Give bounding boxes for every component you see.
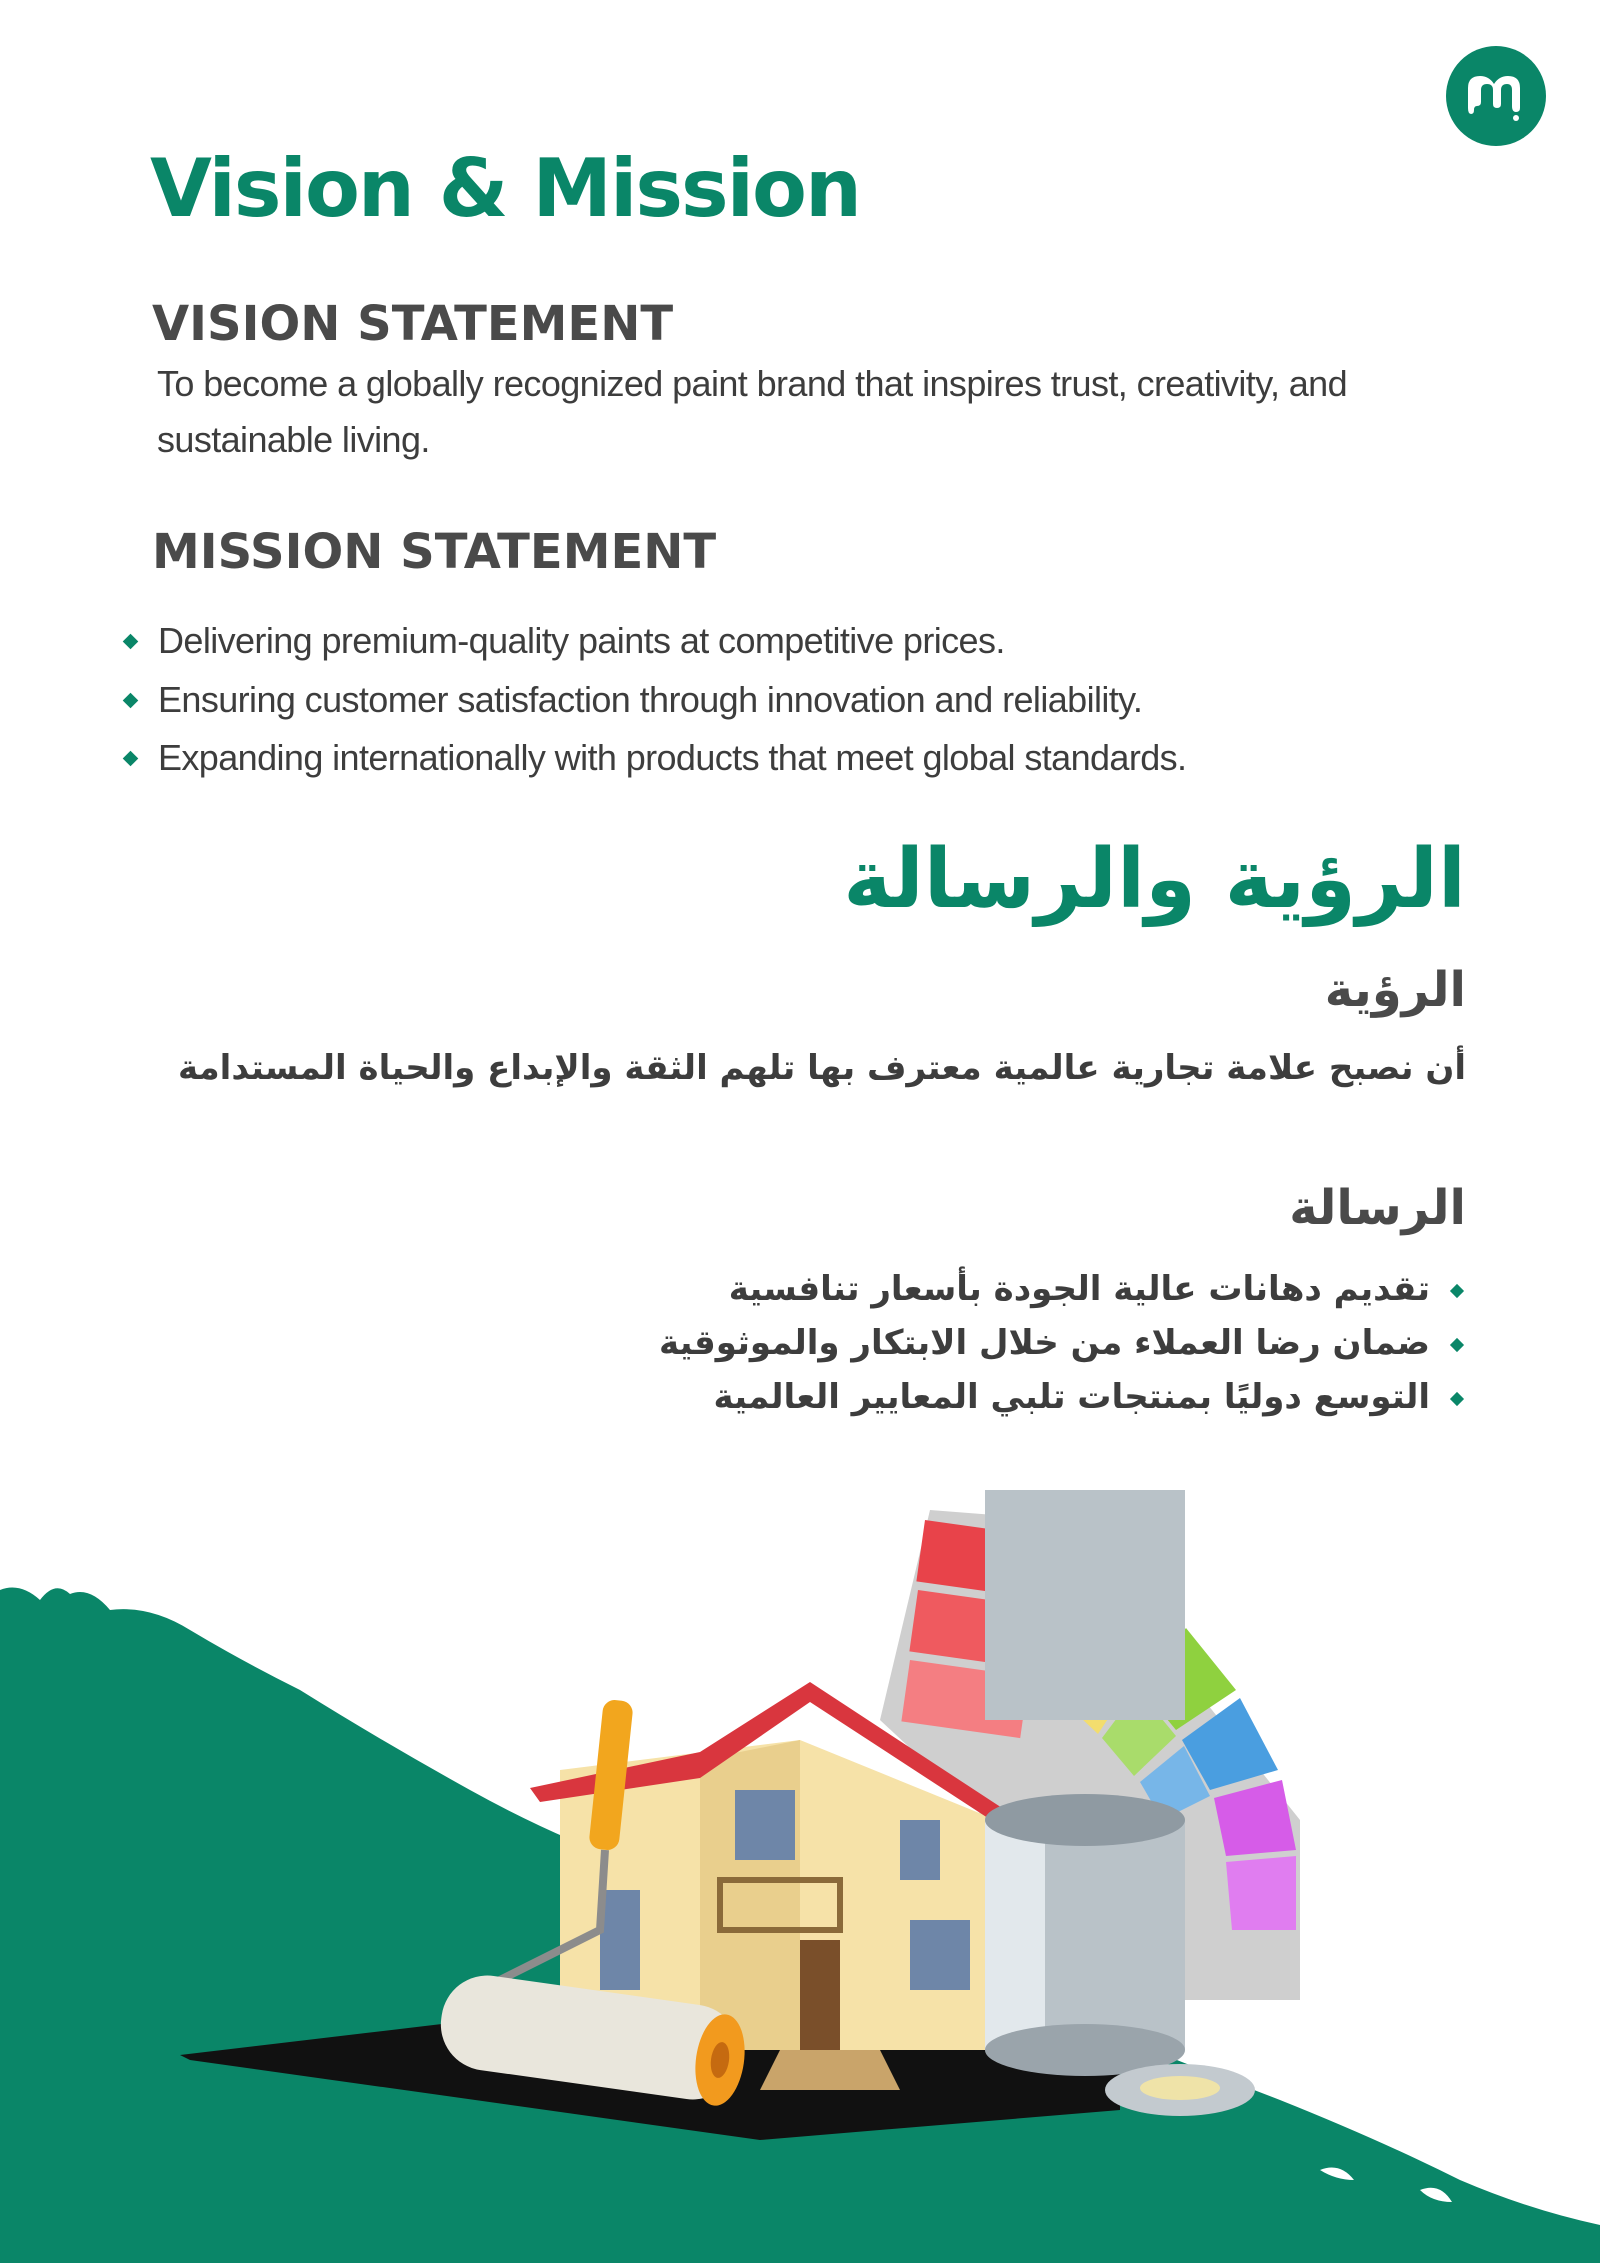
mission-heading: MISSION STATEMENT [152,524,717,580]
page-title: Vision & Mission [150,142,860,235]
illustration-svg [0,1490,1600,2263]
vision-heading: VISION STATEMENT [152,296,674,352]
mission-item: Delivering premium-quality paints at competitive prices. [120,612,1186,671]
arabic-vision-text: أن نصبح علامة تجارية عالمية معترف بها تلهم الثقة والإبداع والحياة المستدامة [178,1048,1466,1088]
arabic-mission-heading: الرسالة [1289,1180,1466,1236]
bullet-diamond-icon [123,634,139,650]
bullet-diamond-icon [1450,1338,1464,1352]
bullet-diamond-icon [1450,1284,1464,1298]
arabic-mission-list [659,1262,1466,1424]
arabic-mission-item: تقديم دهانات عالية الجودة بأسعار تنافسية [659,1262,1466,1316]
mission-list [120,612,1186,788]
bullet-diamond-icon [1450,1392,1464,1406]
drip-m-logo-icon [1446,46,1546,146]
mission-item: Expanding internationally with products that meet global standards. [120,729,1186,788]
house-paint-illustration [0,1490,1600,2263]
mission-item: Ensuring customer satisfaction through innovation and reliability. [120,671,1186,730]
brand-logo-icon [1446,46,1546,146]
arabic-mission-item: ضمان رضا العملاء من خلال الابتكار والموثوقية [659,1316,1466,1370]
arabic-mission-item: التوسع دوليًا بمنتجات تلبي المعايير العالمية [659,1370,1466,1424]
vision-text: To become a globally recognized paint brand that inspires trust, creativity, and sustainable living. [157,363,1348,460]
arabic-title: الرؤية والرسالة [843,832,1466,927]
arabic-vision-heading: الرؤية [1324,962,1466,1018]
bullet-diamond-icon [123,692,139,708]
bullet-diamond-icon [123,751,139,767]
